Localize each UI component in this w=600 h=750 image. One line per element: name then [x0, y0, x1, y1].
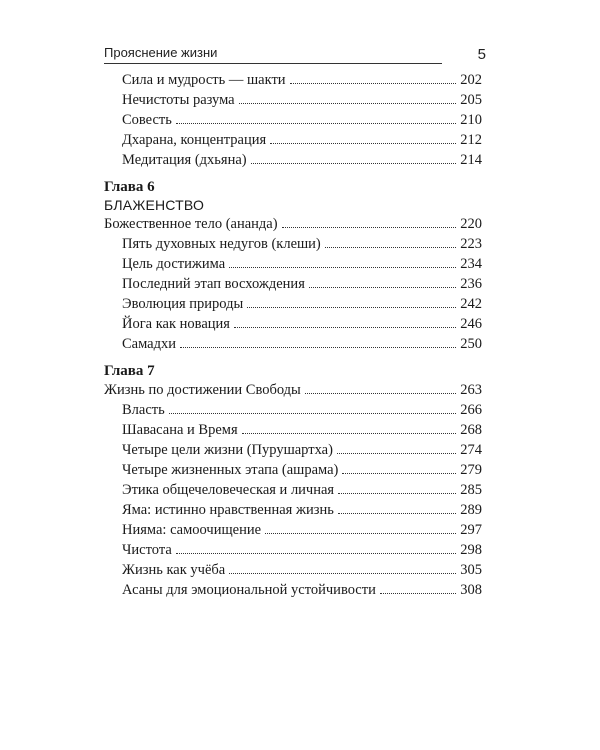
- toc-entry-title: Этика общечеловеческая и личная: [122, 482, 335, 498]
- chapter-7-entries: [104, 400, 482, 600]
- toc-entry-page: 266: [460, 402, 482, 418]
- toc-entry-page: 308: [460, 582, 482, 598]
- toc-entry: [104, 460, 482, 480]
- toc-entry-title: Асаны для эмоциональной устойчивости: [122, 582, 376, 598]
- toc-entry-title: Совесть: [122, 112, 172, 128]
- toc-entry-page: 246: [460, 316, 482, 332]
- toc-entry-page: 205: [460, 92, 482, 108]
- toc-section-continued: [104, 70, 482, 170]
- chapter-name: БЛАЖЕНСТВО: [104, 197, 205, 213]
- toc-entry-main: [104, 214, 482, 234]
- dot-leader: [342, 473, 456, 474]
- toc-entry-page: 289: [460, 502, 482, 518]
- toc-entry-page: 268: [460, 422, 482, 438]
- dot-leader: [239, 103, 457, 104]
- toc-entry-title: Дхарана, концентрация: [122, 132, 267, 148]
- dot-leader: [265, 533, 456, 534]
- toc-entry: [104, 520, 482, 540]
- dot-leader: [229, 573, 456, 574]
- toc-entry: [104, 234, 482, 254]
- toc-entry-title: Последний этап восхождения: [122, 276, 305, 292]
- toc-entry-page: 212: [460, 132, 482, 148]
- toc-entry-title: Нечистоты разума: [122, 92, 235, 108]
- toc-entry: [104, 254, 482, 274]
- toc-entry: [104, 314, 482, 334]
- dot-leader: [338, 493, 456, 494]
- dot-leader: [176, 123, 456, 124]
- page-number: 5: [477, 46, 486, 63]
- toc-entry-main: [104, 380, 482, 400]
- dot-leader: [290, 83, 457, 84]
- toc-entry-title: Медитация (дхьяна): [122, 152, 247, 168]
- dot-leader: [309, 287, 456, 288]
- toc-entry-title: Йога как новация: [122, 316, 230, 332]
- toc-entry: [104, 90, 482, 110]
- toc-entry-page: 234: [460, 256, 482, 272]
- toc-entry-title: Шавасана и Время: [122, 422, 238, 438]
- chapter-label: Глава 7: [104, 363, 155, 379]
- dot-leader: [270, 143, 456, 144]
- table-of-contents: [104, 70, 482, 600]
- toc-entry: [104, 274, 482, 294]
- toc-entry: [104, 540, 482, 560]
- toc-entry-title: Божественное тело (ананда): [104, 216, 278, 232]
- toc-entry-title: Пять духовных недугов (клеши): [122, 236, 321, 252]
- toc-entry-title: Сила и мудрость — шакти: [122, 72, 286, 88]
- dot-leader: [242, 433, 457, 434]
- toc-entry: [104, 294, 482, 314]
- toc-entry-title: Самадхи: [122, 336, 177, 352]
- toc-entry-page: 285: [460, 482, 482, 498]
- toc-entry: [104, 500, 482, 520]
- toc-entry-page: 279: [460, 462, 482, 478]
- toc-entry-title: Нияма: самоочищение: [122, 522, 262, 538]
- toc-entry-page: 263: [460, 382, 482, 398]
- chapter-6: [104, 178, 482, 354]
- toc-entry-page: 274: [460, 442, 482, 458]
- dot-leader: [229, 267, 456, 268]
- toc-entry: [104, 560, 482, 580]
- toc-entry-title: Эволюция природы: [122, 296, 244, 312]
- dot-leader: [325, 247, 456, 248]
- toc-entry-title: Власть: [122, 402, 165, 418]
- dot-leader: [251, 163, 457, 164]
- toc-entry-page: 236: [460, 276, 482, 292]
- running-title: Прояснение жизни: [104, 45, 218, 60]
- toc-entry: [104, 400, 482, 420]
- dot-leader: [337, 453, 456, 454]
- toc-entry: [104, 130, 482, 150]
- toc-entry: [104, 420, 482, 440]
- header-rule: [104, 63, 442, 64]
- toc-entry-page: 298: [460, 542, 482, 558]
- toc-entry: [104, 150, 482, 170]
- chapter-label: Глава 6: [104, 179, 155, 195]
- toc-entry-title: Четыре жизненных этапа (ашрама): [122, 462, 339, 478]
- chapter-7: [104, 362, 482, 600]
- toc-entry: [104, 480, 482, 500]
- toc-entry-page: 210: [460, 112, 482, 128]
- chapter-6-entries: [104, 234, 482, 354]
- toc-entry-page: 242: [460, 296, 482, 312]
- dot-leader: [338, 513, 456, 514]
- dot-leader: [234, 327, 456, 328]
- dot-leader: [180, 347, 456, 348]
- toc-entry-title: Яма: истинно нравственная жизнь: [122, 502, 334, 518]
- toc-entry-page: 305: [460, 562, 482, 578]
- toc-entry-title: Четыре цели жизни (Пурушартха): [122, 442, 333, 458]
- toc-entry-page: 220: [460, 216, 482, 232]
- dot-leader: [282, 227, 457, 228]
- toc-entry-title: Жизнь как учёба: [122, 562, 226, 578]
- dot-leader: [176, 553, 456, 554]
- dot-leader: [305, 393, 456, 394]
- dot-leader: [169, 413, 457, 414]
- toc-entry-title: Цель достижима: [122, 256, 226, 272]
- dot-leader: [247, 307, 456, 308]
- toc-entry-page: 250: [460, 336, 482, 352]
- toc-entry-page: 214: [460, 152, 482, 168]
- toc-entry: [104, 440, 482, 460]
- toc-entry-title: Жизнь по достижении Свободы: [104, 382, 301, 398]
- toc-entry: [104, 70, 482, 90]
- toc-entry: [104, 334, 482, 354]
- toc-entry: [104, 110, 482, 130]
- toc-entry-title: Чистота: [122, 542, 172, 558]
- toc-entry-page: 202: [460, 72, 482, 88]
- toc-entry: [104, 580, 482, 600]
- toc-entry-page: 297: [460, 522, 482, 538]
- toc-entry-page: 223: [460, 236, 482, 252]
- dot-leader: [380, 593, 456, 594]
